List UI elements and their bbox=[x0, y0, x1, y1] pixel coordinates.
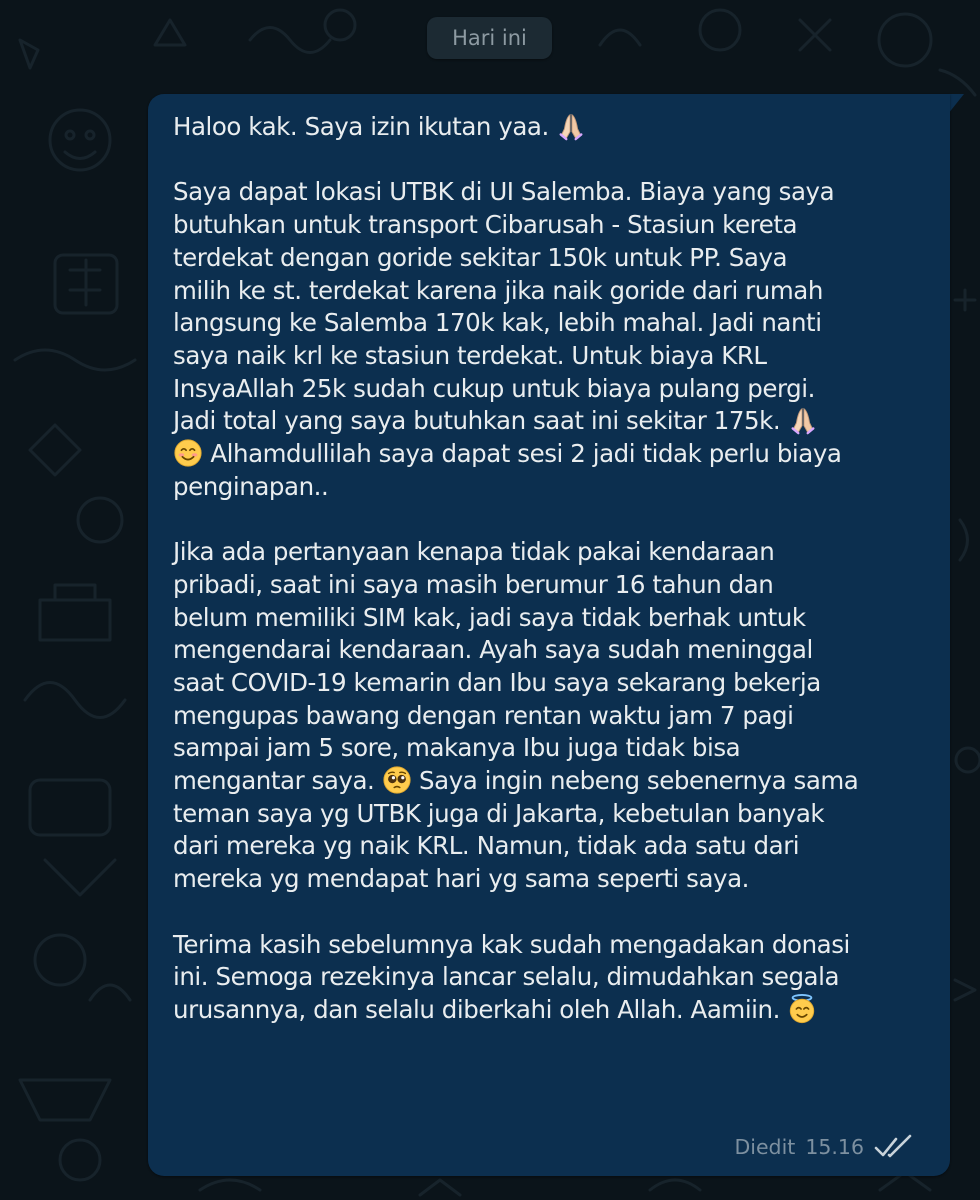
message-line bbox=[173, 503, 930, 536]
message-text-segment: Alhamdullilah saya dapat sesi 2 jadi tidak perlu biaya bbox=[203, 439, 842, 469]
pleading-face-emoji bbox=[382, 765, 412, 795]
message-text-segment: mengupas bawang dengan rentan waktu jam 7 pagi bbox=[173, 700, 794, 730]
message-line bbox=[173, 602, 930, 635]
date-divider-chip: Hari ini bbox=[427, 17, 552, 59]
folded-hands-emoji bbox=[556, 111, 586, 141]
message-line bbox=[173, 438, 930, 471]
message-line bbox=[173, 863, 930, 896]
message-line bbox=[173, 700, 930, 733]
message-line bbox=[173, 144, 930, 177]
message-text-segment: dari mereka yg naik KRL. Namun, tidak ada satu dari bbox=[173, 831, 800, 861]
double-check-icon bbox=[874, 1134, 914, 1160]
message-line bbox=[173, 994, 930, 1027]
message-text-segment: mereka yg mendapat hari yg sama seperti saya. bbox=[173, 864, 749, 894]
message-bubble[interactable] bbox=[148, 94, 950, 1176]
message-line bbox=[173, 373, 930, 406]
smiling-face-emoji bbox=[173, 438, 203, 468]
halo-face-emoji bbox=[787, 994, 817, 1024]
message-text-segment: saat COVID-19 kemarin dan Ibu saya sekarang bekerja bbox=[173, 667, 821, 697]
message-text-segment: milih ke st. terdekat karena jika naik goride dari rumah bbox=[173, 275, 823, 305]
message-text-segment: Saya ingin nebeng sebenernya sama bbox=[411, 766, 859, 796]
message-line bbox=[173, 798, 930, 831]
message-text-segment: pribadi, saat ini saya masih berumur 16 tahun dan bbox=[173, 569, 774, 599]
message-text-segment: Haloo kak. Saya izin ikutan yaa. bbox=[173, 112, 557, 141]
message-text-segment: belum memiliki SIM kak, jadi saya tidak berhak untuk bbox=[173, 602, 806, 632]
folded-hands-emoji bbox=[788, 405, 818, 435]
message-text-segment: penginapan.. bbox=[173, 471, 329, 501]
message-text-segment: Jika ada pertanyaan kenapa tidak pakai kendaraan bbox=[173, 537, 775, 567]
message-text-segment: Saya dapat lokasi UTBK di UI Salemba. Biaya yang saya bbox=[173, 177, 835, 207]
bubble-tail bbox=[948, 94, 964, 114]
message-line bbox=[173, 242, 930, 275]
message-text-segment: ini. Semoga rezekinya lancar selalu, dimudahkan segala bbox=[173, 962, 840, 992]
message-time: 15.16 bbox=[805, 1135, 864, 1159]
message-line bbox=[173, 176, 930, 209]
message-line bbox=[173, 405, 930, 438]
message-line bbox=[173, 929, 930, 962]
message-line bbox=[173, 340, 930, 373]
message-line bbox=[173, 536, 930, 569]
message-line bbox=[173, 471, 930, 504]
message-text-segment: Terima kasih sebelumnya kak sudah mengadakan donasi bbox=[173, 929, 850, 959]
message-line bbox=[173, 961, 930, 994]
message-line bbox=[173, 634, 930, 667]
message-text-segment: Jadi total yang saya butuhkan saat ini sekitar 175k. bbox=[173, 406, 788, 436]
message-line bbox=[173, 830, 930, 863]
message-text-segment: mengantar saya. bbox=[173, 766, 382, 796]
message-text-segment: teman saya yg UTBK juga di Jakarta, kebetulan banyak bbox=[173, 798, 825, 828]
message-text-segment: terdekat dengan goride sekitar 150k untuk PP. Saya bbox=[173, 242, 788, 272]
edited-label: Diedit bbox=[734, 1135, 796, 1159]
message-line bbox=[173, 732, 930, 765]
message-line bbox=[173, 275, 930, 308]
message-text bbox=[173, 111, 930, 1027]
message-line bbox=[173, 307, 930, 340]
message-text-segment: langsung ke Salemba 170k kak, lebih mahal. Jadi nanti bbox=[173, 308, 822, 338]
message-text-segment: sampai jam 5 sore, makanya Ibu juga tidak bisa bbox=[173, 733, 741, 763]
message-line bbox=[173, 896, 930, 929]
message-text-segment: mengendarai kendaraan. Ayah saya sudah meninggal bbox=[173, 635, 813, 665]
message-line bbox=[173, 111, 930, 144]
message-meta bbox=[734, 1134, 914, 1160]
message-text-segment: urusannya, dan selalu diberkahi oleh Allah. Aamiin. bbox=[173, 994, 788, 1024]
message-line bbox=[173, 209, 930, 242]
message-text-segment: InsyaAllah 25k sudah cukup untuk biaya pulang pergi. bbox=[173, 373, 815, 403]
message-line bbox=[173, 569, 930, 602]
message-text-segment: saya naik krl ke stasiun terdekat. Untuk biaya KRL bbox=[173, 340, 767, 370]
message-text-segment: butuhkan untuk transport Cibarusah - Stasiun kereta bbox=[173, 210, 798, 240]
message-line bbox=[173, 667, 930, 700]
message-line bbox=[173, 765, 930, 798]
